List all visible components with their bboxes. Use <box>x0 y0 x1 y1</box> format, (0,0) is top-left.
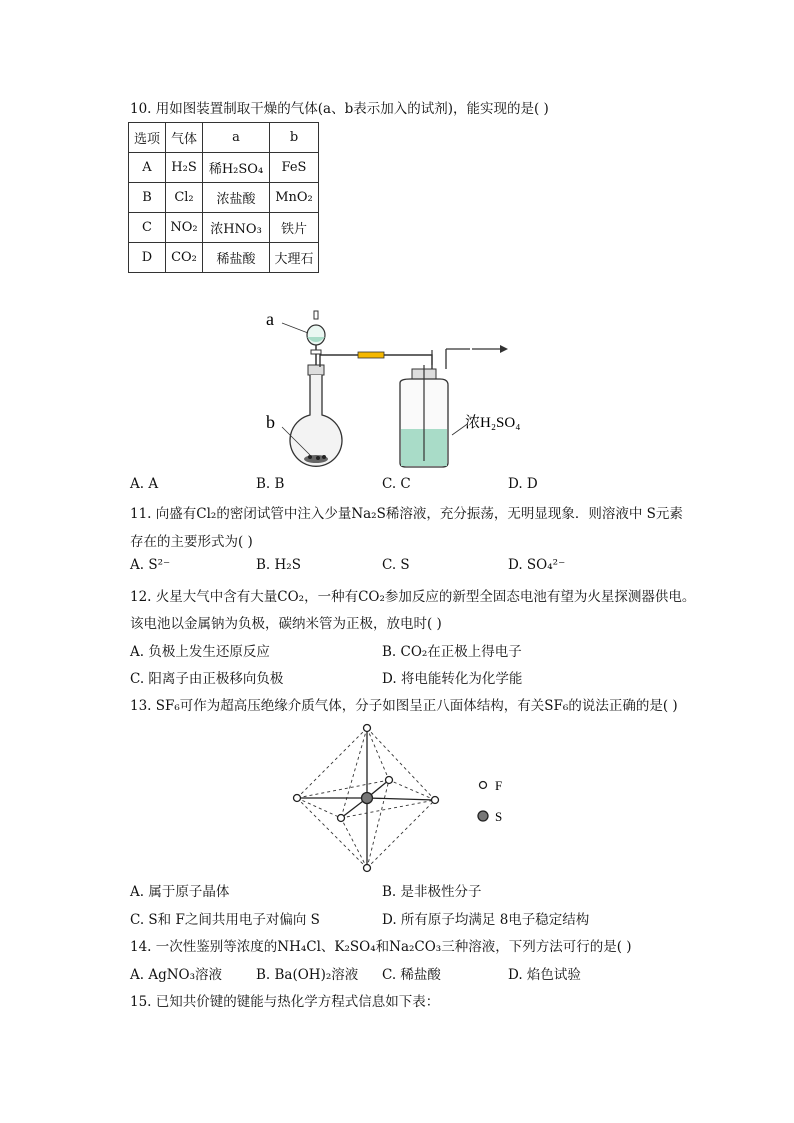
q11-option-d[interactable]: D. SO₄²⁻ <box>508 557 566 573</box>
table-cell: 浓HNO₃ <box>203 213 270 243</box>
fluorine-atom <box>364 725 371 732</box>
header-cell: a <box>203 123 270 153</box>
q13-option-c[interactable]: C. S和 F之间共用电子对偏向 S <box>130 912 320 928</box>
sf6-octahedron-figure <box>285 720 525 880</box>
header-cell: b <box>270 123 319 153</box>
q12-option-c[interactable]: C. 阳离子由正极移向负极 <box>130 671 284 687</box>
legend-f-label: F <box>495 778 503 793</box>
table-cell: D <box>129 243 166 273</box>
q12-stem-line2: 该电池以金属钠为负极，碳纳米管为正极，放电时( ) <box>130 616 442 632</box>
q14-option-c[interactable]: C. 稀盐酸 <box>382 967 441 983</box>
q14-option-d[interactable]: D. 焰色试验 <box>508 967 581 983</box>
q13-option-b[interactable]: B. 是非极性分子 <box>382 884 482 900</box>
reagent-table <box>128 122 319 273</box>
table-cell: H₂S <box>166 153 203 183</box>
q12-stem-line1: 12. 火星大气中含有大量CO₂，一种有CO₂参加反应的新型全固态电池有望为火星探测器供电。 <box>130 589 696 605</box>
gas-apparatus-figure <box>260 305 540 475</box>
table-row <box>129 183 319 213</box>
table-cell: B <box>129 183 166 213</box>
q10-option-d[interactable]: D. D <box>508 476 538 492</box>
table-header-row <box>129 123 319 153</box>
q10-option-a[interactable]: A. A <box>130 476 159 492</box>
q14-stem: 14. 一次性鉴别等浓度的NH₄Cl、K₂SO₄和Na₂CO₃三种溶液，下列方法可行的是( ) <box>130 939 632 955</box>
table-cell: FeS <box>270 153 319 183</box>
header-cell: 气体 <box>166 123 203 153</box>
legend-f-marker <box>480 782 487 789</box>
reagent-a-label: a <box>266 309 274 329</box>
q13-option-a[interactable]: A. 属于原子晶体 <box>130 884 230 900</box>
table-row <box>129 213 319 243</box>
fluorine-atom <box>294 795 301 802</box>
conc-sulfuric-acid-label: 浓H₂SO₄ <box>465 415 521 431</box>
q13-option-d[interactable]: D. 所有原子均满足 8电子稳定结构 <box>382 912 590 928</box>
q10-option-b[interactable]: B. B <box>256 476 285 492</box>
table-cell: 浓盐酸 <box>203 183 270 213</box>
table-cell: 稀H₂SO₄ <box>203 153 270 183</box>
table-cell: MnO₂ <box>270 183 319 213</box>
header-cell: 选项 <box>129 123 166 153</box>
fluorine-atom <box>338 815 345 822</box>
table-cell: 稀盐酸 <box>203 243 270 273</box>
q11-option-c[interactable]: C. S <box>382 557 410 573</box>
q14-option-b[interactable]: B. Ba(OH)₂溶液 <box>256 967 359 983</box>
q14-option-a[interactable]: A. AgNO₃溶液 <box>130 967 223 983</box>
legend-s-label: S <box>495 809 503 824</box>
q11-option-a[interactable]: A. S²⁻ <box>130 557 171 573</box>
q10-option-c[interactable]: C. C <box>382 476 411 492</box>
table-cell: CO₂ <box>166 243 203 273</box>
table-cell: A <box>129 153 166 183</box>
table-cell: 大理石 <box>270 243 319 273</box>
q15-stem: 15. 已知共价键的键能与热化学方程式信息如下表： <box>130 994 440 1010</box>
table-row <box>129 243 319 273</box>
reagent-b-label: b <box>266 412 275 432</box>
fluorine-atom <box>432 797 439 804</box>
q11-stem-line1: 11. 向盛有Cl₂的密闭试管中注入少量Na₂S稀溶液，充分振荡，无明显现象．则溶液中 S元素 <box>130 506 683 522</box>
table-row <box>129 153 319 183</box>
legend-s-marker <box>478 811 488 821</box>
table-cell: Cl₂ <box>166 183 203 213</box>
q12-option-d[interactable]: D. 将电能转化为化学能 <box>382 671 523 687</box>
sulfur-atom <box>362 793 373 804</box>
fluorine-atom <box>386 777 393 784</box>
q10-stem: 10. 用如图装置制取干燥的气体(a、b表示加入的试剂)，能实现的是( ) <box>130 101 549 117</box>
q11-stem-line2: 存在的主要形式为( ) <box>130 534 253 550</box>
table-cell: 铁片 <box>270 213 319 243</box>
q12-option-a[interactable]: A. 负极上发生还原反应 <box>130 644 270 660</box>
q12-option-b[interactable]: B. CO₂在正极上得电子 <box>382 644 522 660</box>
q11-option-b[interactable]: B. H₂S <box>256 557 301 573</box>
table-cell: NO₂ <box>166 213 203 243</box>
table-cell: C <box>129 213 166 243</box>
fluorine-atom <box>364 865 371 872</box>
q13-stem: 13. SF₆可作为超高压绝缘介质气体，分子如图呈正八面体结构，有关SF₆的说法正确的是( ) <box>130 698 678 714</box>
